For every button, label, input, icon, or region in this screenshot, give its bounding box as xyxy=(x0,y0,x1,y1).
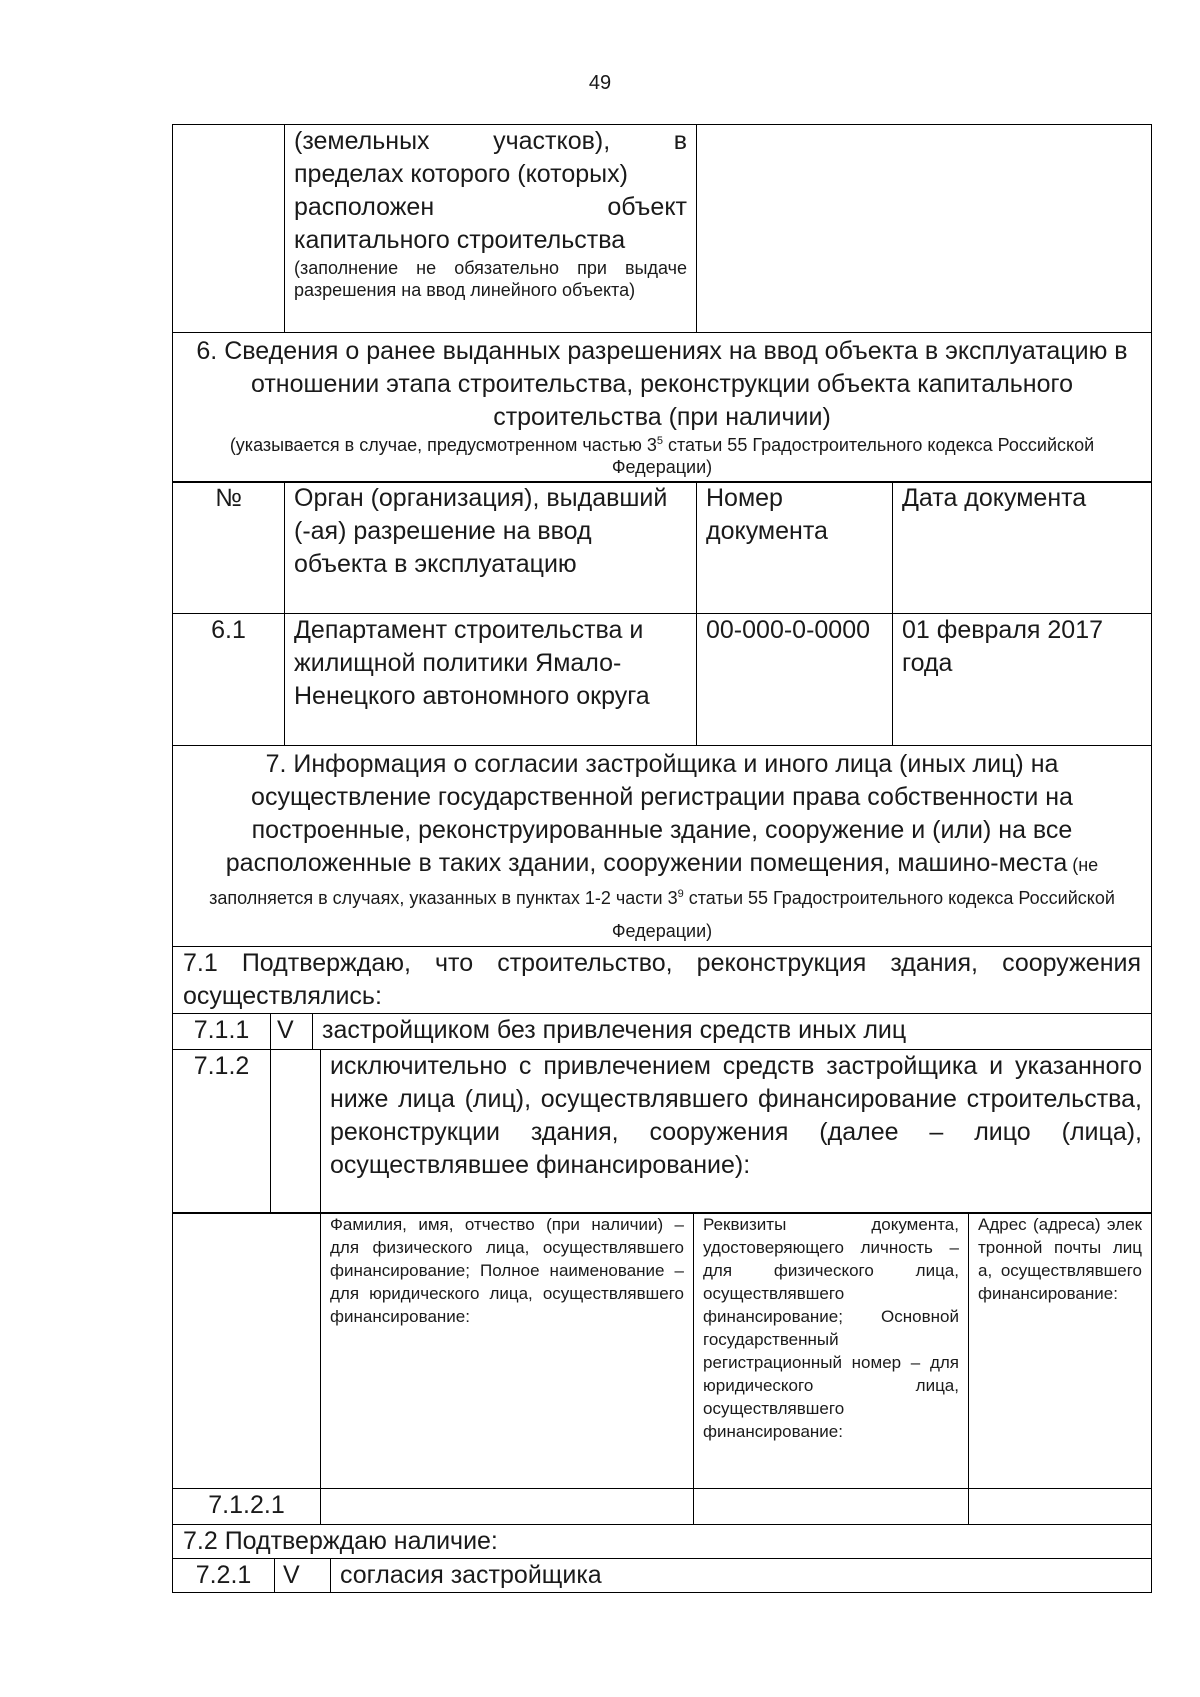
row-number: 7.1.2.1 xyxy=(173,1489,321,1525)
section-7-heading-table xyxy=(172,745,1152,1014)
row-7-1-1 xyxy=(172,1013,1152,1050)
empty-cell xyxy=(173,125,285,333)
table-header-row xyxy=(173,1213,1152,1489)
paragraph-7-1: 7.1 Подтверждаю, что строительство, реконструкция здания, сооружения осуществлялись: xyxy=(173,947,1152,1014)
option-text: застройщиком без привлечения средств иных лиц xyxy=(313,1013,1152,1049)
land-plot-value xyxy=(697,125,1152,333)
row-number: 6.1 xyxy=(173,614,285,746)
label-line-3: расположен объект xyxy=(294,193,687,221)
page-number: 49 xyxy=(588,72,612,94)
option-text: согласия застройщика xyxy=(331,1558,1152,1592)
paragraph-7-2-table xyxy=(172,1524,1152,1559)
col-header-name: Фамилия, имя, отчество (при наличии) – для физического лица, осуществлявшего финансирование; Полное наименование – для юридического лица, осуществлявшего финансирование: xyxy=(321,1213,694,1489)
row-number: 7.1.2 xyxy=(173,1049,271,1213)
row-doc-date: 01 февраля 2017 года xyxy=(893,614,1152,746)
checkbox-mark[interactable] xyxy=(271,1049,321,1213)
section-7-heading: 7. Информация о согласии застройщика и иного лица (иных лиц) на осуществление государственной регистрации права собственности на построенные, реконструированные здание, сооружение и (или) на все расположенные в таких здании, сооружении помещения, машино-места xyxy=(225,750,1073,878)
empty-cell xyxy=(173,1213,321,1489)
option-text: исключительно с привлечением средств застройщика и указанного ниже лица (лиц), осуществлявшего финансирование строительства, реконструкции здания, сооружения (далее – лицо (лица), осуществлявшее финансирование): xyxy=(321,1049,1152,1213)
financier-name-field[interactable] xyxy=(321,1489,694,1525)
section-7-note-text-2: статьи 55 Градостроительного кодекса Российской Федерации) xyxy=(611,888,1115,942)
row-7-1-2 xyxy=(172,1049,1152,1214)
row-number: 7.2.1 xyxy=(173,1558,275,1592)
table-row xyxy=(173,614,1152,746)
land-plot-field-label xyxy=(285,125,697,333)
col-header-authority: Орган (организация), выдавший (-ая) разрешение на ввод объекта в эксплуатацию xyxy=(285,482,697,614)
section-7-note-text: (не заполняется в случаях, указанных в пунктах 1-2 части 3 xyxy=(209,855,1099,909)
table-row xyxy=(173,1489,1152,1525)
financing-table xyxy=(172,1212,1152,1525)
permits-table xyxy=(172,481,1152,746)
section-6-note-text: (указывается в случае, предусмотренном частью 3 xyxy=(229,434,657,455)
label-line-4: капитального строительства xyxy=(294,226,626,254)
col-header-doc-number: Номер документа xyxy=(697,482,893,614)
section-6-note-sup: 5 xyxy=(656,434,663,447)
section-6-heading-cell xyxy=(173,332,1152,482)
col-header-email: Адрес (адреса) электронной почты лица, осуществлявшего финансирование: xyxy=(969,1213,1152,1489)
row-doc-number: 00-000-0-0000 xyxy=(697,614,893,746)
row-authority: Департамент строительства и жилищной политики Ямало-Ненецкого автономного округа xyxy=(285,614,697,746)
section-7-note-sup: 9 xyxy=(677,888,684,901)
checkbox-mark[interactable]: V xyxy=(271,1013,313,1049)
col-header-id-document: Реквизиты документа, удостоверяющего личность – для физического лица, осуществлявшего финансирование; Основной государственный регистрационный номер – для юридического лица, осуществлявшего финансирование: xyxy=(694,1213,969,1489)
col-header-doc-date: Дата документа xyxy=(893,482,1152,614)
paragraph-7-2: 7.2 Подтверждаю наличие: xyxy=(173,1524,1152,1558)
row-number: 7.1.1 xyxy=(173,1013,271,1049)
section-7-heading-cell xyxy=(173,746,1152,947)
financier-document-field[interactable] xyxy=(694,1489,969,1525)
document-form xyxy=(172,124,1152,1593)
checkbox-mark[interactable]: V xyxy=(275,1558,331,1592)
financier-email-field[interactable] xyxy=(969,1489,1152,1525)
table-header-row xyxy=(173,482,1152,614)
label-line-2: пределах которого (которых) xyxy=(294,160,628,188)
row-7-2-1 xyxy=(172,1558,1152,1593)
col-header-number: № xyxy=(173,482,285,614)
section-6-note-text-2: статьи 55 Градостроительного кодекса Российской Федерации) xyxy=(611,434,1095,477)
label-note: (заполнение не обязательно при выдаче разрешения на ввод линейного объекта) xyxy=(294,258,687,300)
section-6-heading: 6. Сведения о ранее выданных разрешениях на ввод объекта в эксплуатацию в отношении этапа строительства, реконструкции объекта капитального строительства (при наличии) xyxy=(196,336,1128,431)
section-6-note xyxy=(181,434,1143,478)
section-5-continuation xyxy=(172,124,1152,333)
section-6-heading-table xyxy=(172,332,1152,483)
label-line-1: (земельных участков), в xyxy=(294,127,687,155)
